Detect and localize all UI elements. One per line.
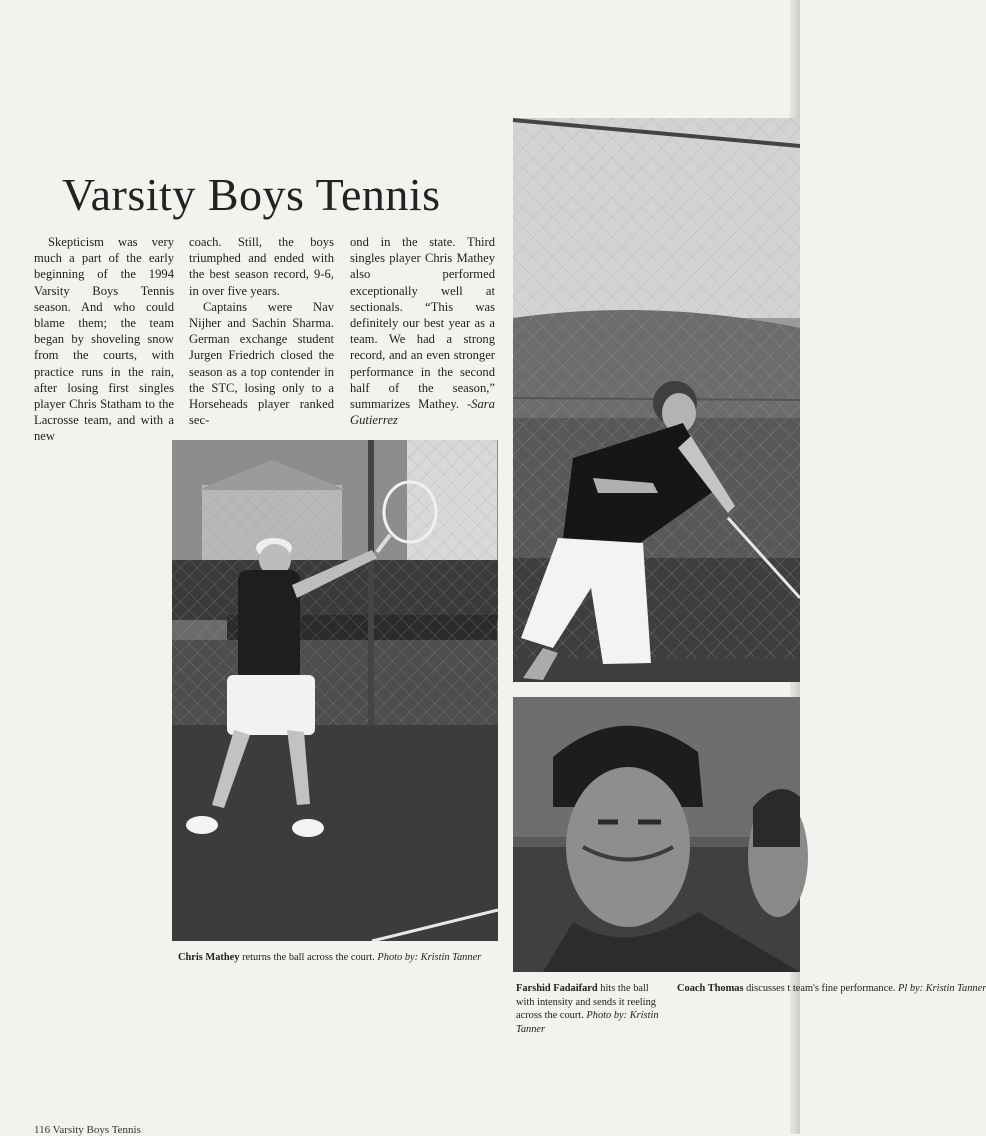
caption-name: Chris Mathey: [178, 952, 240, 963]
caption-credit: Photo by: Kristin Tanner: [377, 952, 482, 963]
article-column-1: [34, 234, 174, 445]
article-column-2: [189, 234, 334, 428]
photo-farshid-fadaifard: [513, 118, 800, 682]
photo-chris-mathey-image: [172, 440, 498, 941]
article-text: ond in the state. Third singles player Chris Mathey also performed exceptionally well at sectionals. “This was definitely our best year as a team. We had a strong record, and an even stronger performance in the second half of the season,” summarizes Mathey.: [350, 235, 495, 412]
photo-farshid-fadaifard-image: [513, 118, 800, 682]
article-paragraph-2: Captains were Nav Nijher and Sachin Sharma. German exchange student Jurgen Friedrich closed the season as a top contender in the STC, losing only to a Horseheads player ranked sec-: [189, 299, 334, 428]
page-title: Varsity Boys Tennis: [62, 169, 441, 220]
page-folio: 116 Varsity Boys Tennis: [34, 1124, 141, 1136]
photo-coach-thomas-image: [513, 697, 800, 972]
article-paragraph-1: Skepticism was very much a part of the early beginning of the 1994 Varsity Boys Tennis season. And who could blame them; the team began by shoveling snow from the courts, with practice runs in the rain, after losing first singles player Chris Statham to the Lacrosse team, and with a new: [34, 235, 174, 444]
caption-text: hits the ball with intensity and sends it reeling across the court.: [516, 983, 656, 1021]
caption-credit: Photo by: Kristin Tanner: [516, 1010, 659, 1035]
caption-chris-mathey: [178, 951, 508, 965]
caption-text: discusses t team's fine performance.: [743, 983, 899, 994]
caption-text: returns the ball across the court.: [239, 952, 378, 963]
article-paragraph-2-continued: [350, 234, 495, 428]
caption-farshid-fadaifard: [516, 982, 664, 1036]
caption-coach-thomas: [677, 982, 986, 996]
photo-coach-thomas: [513, 697, 800, 972]
article-byline: -Sara Gutierrez: [350, 397, 495, 428]
caption-name: Farshid Fadaifard: [516, 983, 598, 994]
article-paragraph-1-continued: coach. Still, the boys triumphed and ended with the best season record, 9-6, in over five years.: [189, 235, 334, 298]
caption-name: Coach Thomas: [677, 983, 744, 994]
caption-credit: Pl by: Kristin Tanner: [898, 983, 986, 994]
article-column-3: [350, 234, 495, 428]
photo-chris-mathey: [172, 440, 498, 941]
